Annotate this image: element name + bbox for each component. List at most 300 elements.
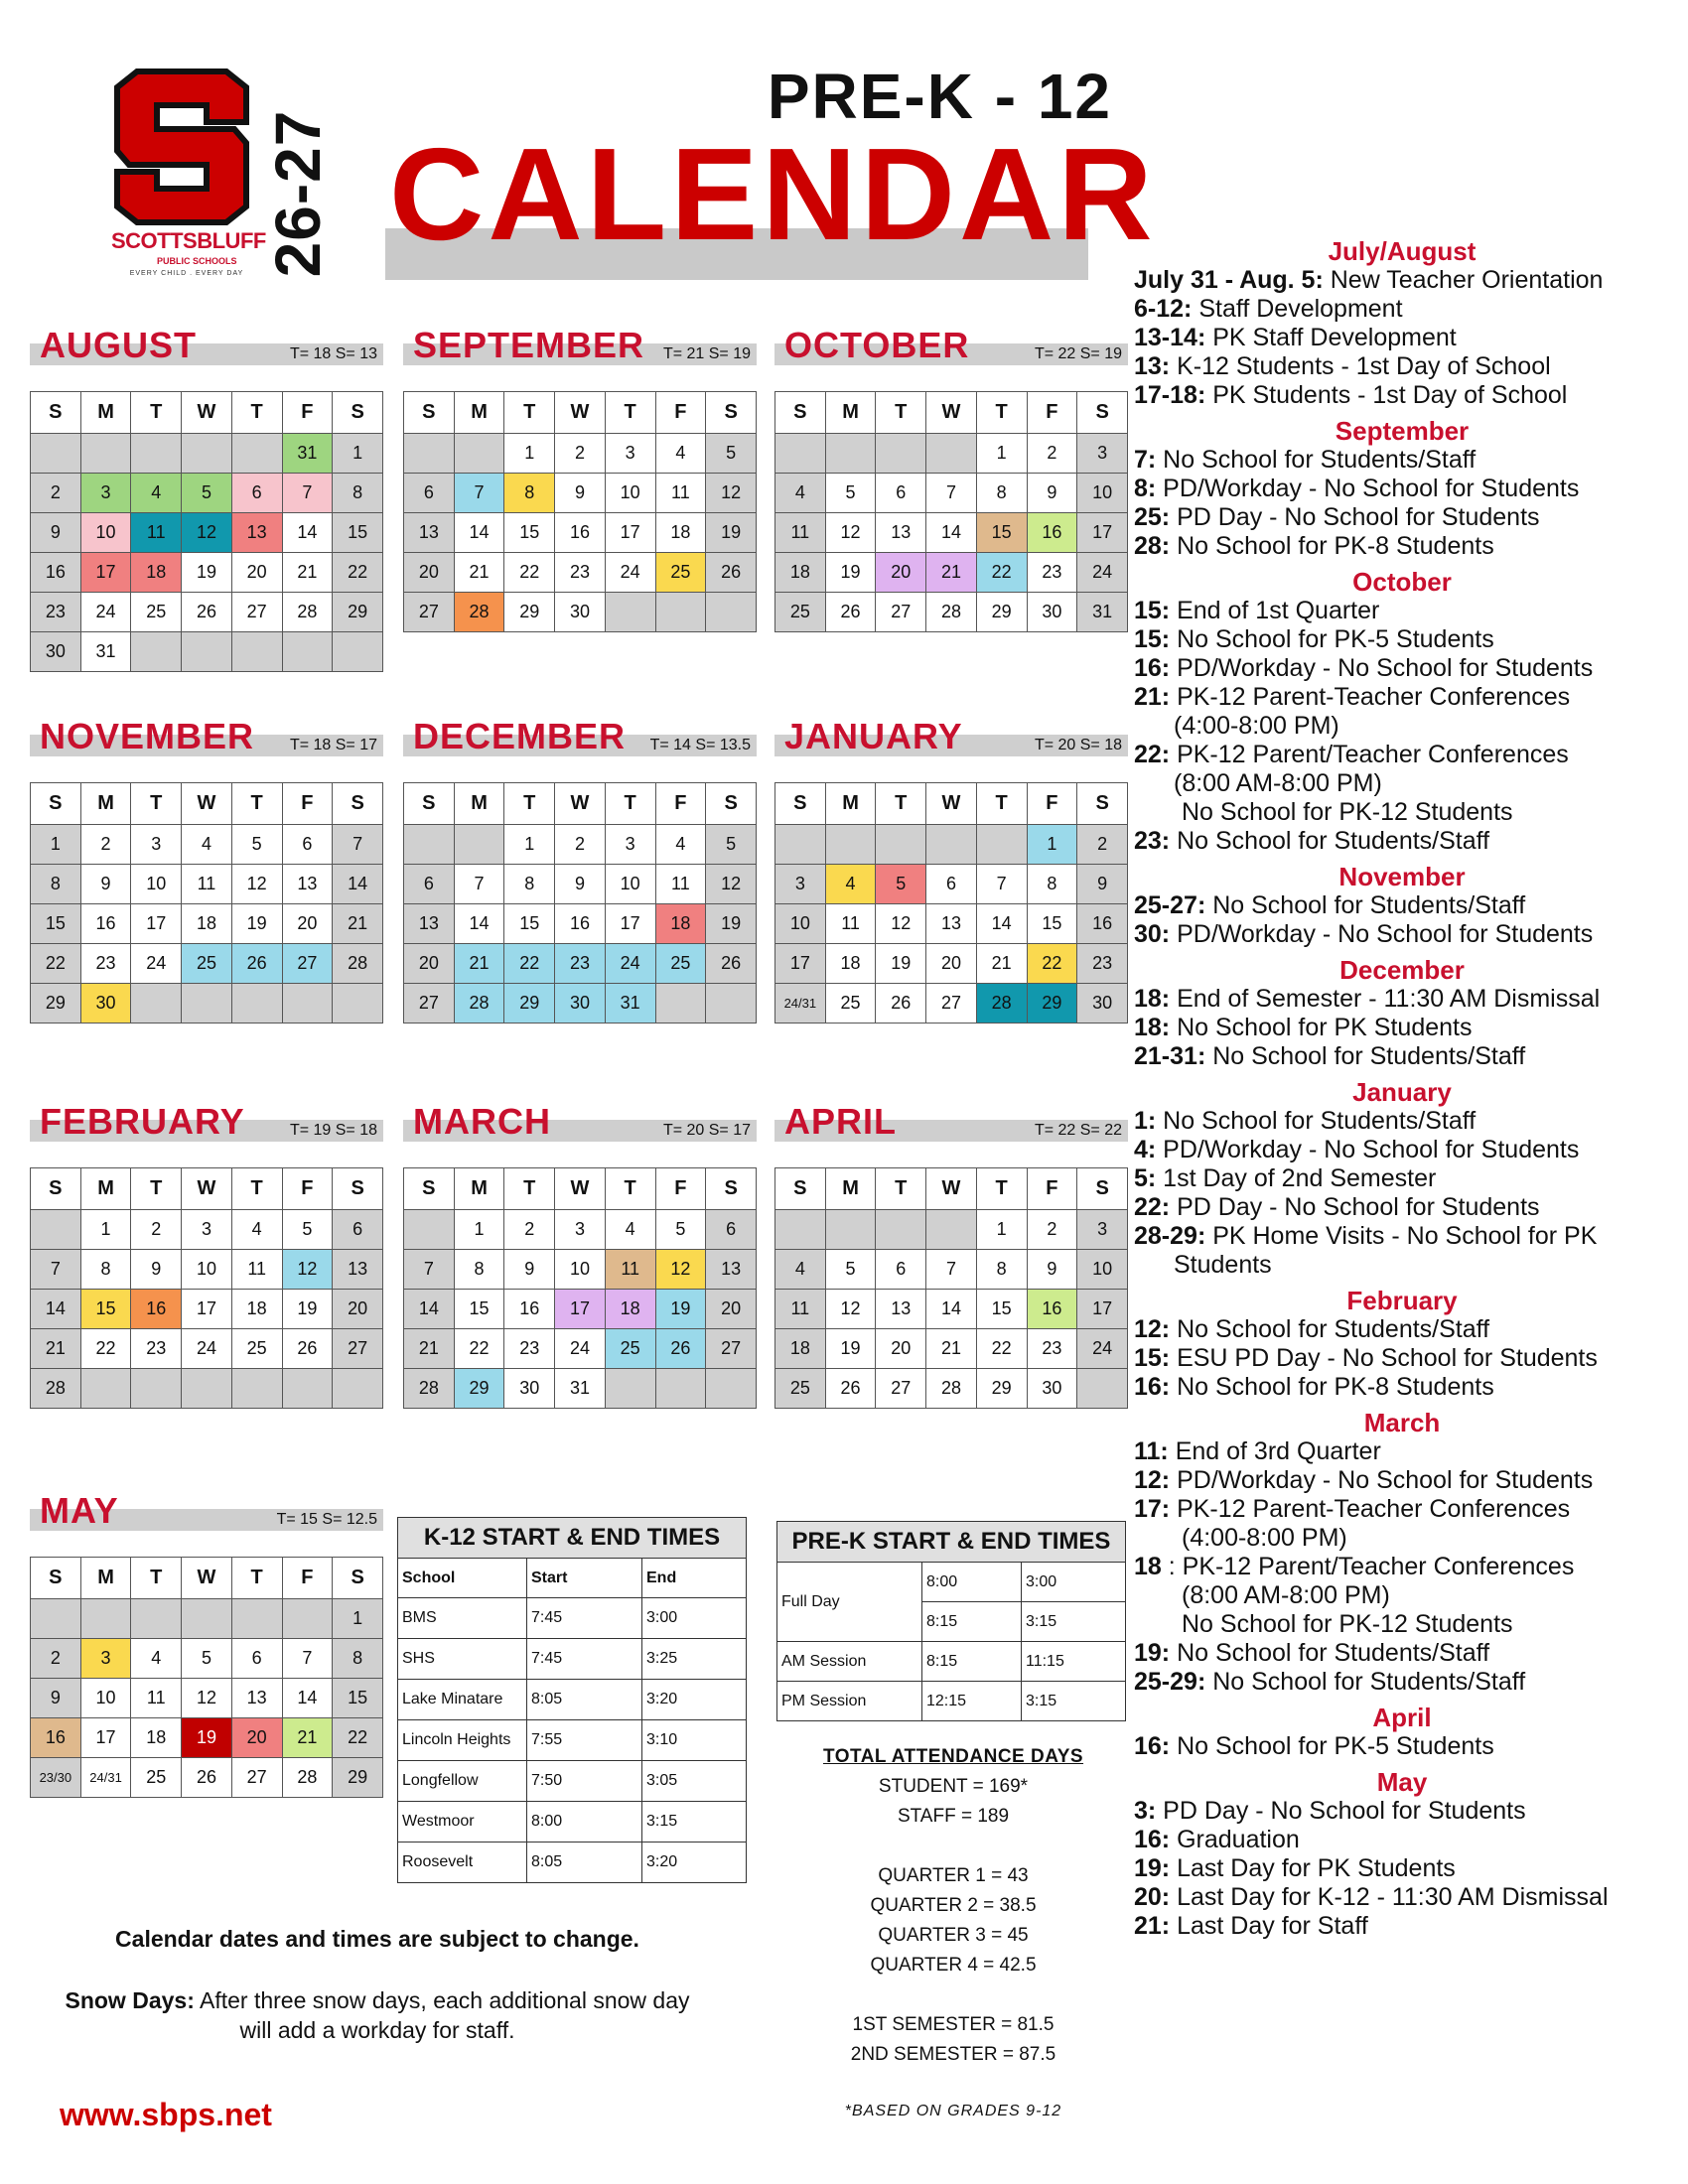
day-cell: 21 [31, 1329, 81, 1369]
day-cell [182, 1369, 232, 1409]
month-header [30, 717, 383, 758]
day-cell: 13 [876, 513, 926, 553]
event-item [1134, 1495, 1670, 1524]
day-cell: 27 [926, 984, 977, 1024]
day-cell: 7 [926, 474, 977, 513]
k12-school-row [398, 1639, 747, 1680]
event-text: 1st Day of 2nd Semester [1156, 1164, 1437, 1192]
day-cell: 4 [131, 1639, 182, 1679]
week-row [31, 434, 383, 474]
event-date: 20: [1134, 1883, 1171, 1911]
event-text: No School for PK Students [1170, 1014, 1473, 1041]
day-cell: 26 [706, 553, 757, 593]
day-cell: 15 [1027, 904, 1077, 944]
day-cell: 8 [333, 1639, 383, 1679]
day-cell: 6 [926, 865, 977, 904]
day-cell: 28 [333, 944, 383, 984]
event-item [1134, 1164, 1670, 1193]
end-time: 3:15 [642, 1802, 747, 1843]
day-cell: 28 [404, 1369, 455, 1409]
website-link[interactable]: www.sbps.net [60, 2097, 272, 2132]
day-cell: 22 [333, 553, 383, 593]
weekday-header: T [976, 1168, 1027, 1210]
day-cell: 29 [1027, 984, 1077, 1024]
day-cell: 3 [131, 825, 182, 865]
week-row [31, 944, 383, 984]
day-cell: 13 [706, 1250, 757, 1290]
day-cell: 22 [504, 944, 555, 984]
day-cell [182, 1599, 232, 1639]
start-time: 7:45 [527, 1639, 642, 1680]
day-cell: 13 [404, 904, 455, 944]
weekday-header: W [926, 783, 977, 825]
day-cell: 12 [655, 1250, 706, 1290]
prek-pm-label: PM Session [777, 1682, 922, 1721]
day-cell: 28 [976, 984, 1027, 1024]
day-cell: 12 [282, 1250, 333, 1290]
day-cell: 31 [555, 1369, 606, 1409]
month-day-counts: T= 18 S= 17 [289, 737, 377, 753]
day-cell: 24 [555, 1329, 606, 1369]
prek-times-title: PRE-K START & END TIMES [777, 1522, 1126, 1563]
event-item [1134, 683, 1670, 712]
month-name: DECEMBER [413, 716, 627, 756]
day-cell: 15 [31, 904, 81, 944]
event-month-heading: January [1352, 1077, 1452, 1107]
day-cell: 3 [605, 434, 655, 474]
event-item [1134, 597, 1670, 625]
month-january [774, 717, 1128, 1024]
day-cell: 4 [605, 1210, 655, 1250]
month-day-counts: T= 14 S= 13.5 [649, 737, 751, 753]
attendance-q4: QUARTER 4 = 42.5 [870, 1955, 1037, 1976]
event-item [1134, 1553, 1670, 1581]
day-cell: 3 [1077, 1210, 1128, 1250]
day-cell [80, 1599, 131, 1639]
day-cell: 30 [504, 1369, 555, 1409]
week-row [775, 593, 1128, 632]
day-cell [655, 593, 706, 632]
day-cell: 10 [775, 904, 826, 944]
week-row [31, 1639, 383, 1679]
day-cell: 14 [282, 1679, 333, 1718]
day-cell: 24 [1077, 1329, 1128, 1369]
weekday-header: F [655, 1168, 706, 1210]
month-day-counts: T= 18 S= 13 [289, 345, 377, 362]
day-cell: 27 [706, 1329, 757, 1369]
day-cell [454, 434, 504, 474]
event-date: 22: [1134, 741, 1171, 768]
day-cell: 9 [1077, 865, 1128, 904]
day-cell: 23 [555, 944, 606, 984]
day-cell: 14 [926, 1290, 977, 1329]
end-time: 3:00 [642, 1598, 747, 1639]
day-cell: 6 [404, 865, 455, 904]
start-time: 8:00 [527, 1802, 642, 1843]
event-date: 15: [1134, 597, 1171, 624]
day-cell: 31 [605, 984, 655, 1024]
start-time: 8:05 [527, 1680, 642, 1720]
event-text: No School for PK-8 Students [1170, 1373, 1494, 1401]
day-cell: 3 [182, 1210, 232, 1250]
month-day-counts: T= 20 S= 17 [662, 1122, 751, 1139]
event-text: No School for Students/Staff [1170, 1639, 1490, 1667]
event-item [1134, 532, 1670, 561]
day-cell: 10 [605, 474, 655, 513]
attendance-title: TOTAL ATTENDANCE DAYS [822, 1746, 1084, 1767]
weekday-header: F [1027, 783, 1077, 825]
event-text: End of 1st Quarter [1170, 597, 1380, 624]
school-name: BMS [398, 1598, 527, 1639]
weekday-header: T [131, 783, 182, 825]
day-cell: 5 [706, 825, 757, 865]
day-cell: 25 [131, 1758, 182, 1798]
day-cell: 13 [926, 904, 977, 944]
end-time: 3:05 [642, 1761, 747, 1802]
day-cell: 21 [333, 904, 383, 944]
event-item [1134, 1826, 1670, 1854]
day-cell: 23 [131, 1329, 182, 1369]
day-cell: 28 [31, 1369, 81, 1409]
event-date: 22: [1134, 1193, 1171, 1221]
day-cell: 24 [182, 1329, 232, 1369]
attendance-q2: QUARTER 2 = 38.5 [870, 1895, 1037, 1916]
day-cell: 25 [655, 944, 706, 984]
week-row [404, 434, 757, 474]
month-may [30, 1491, 383, 1798]
weekday-header: S [775, 1168, 826, 1210]
district-logo [107, 68, 266, 286]
week-row [775, 904, 1128, 944]
day-cell: 8 [976, 1250, 1027, 1290]
day-cell: 26 [182, 593, 232, 632]
event-item [1134, 1014, 1670, 1042]
weekday-header: T [976, 783, 1027, 825]
month-day-counts: T= 22 S= 22 [1034, 1122, 1122, 1139]
day-cell: 8 [504, 474, 555, 513]
k12-school-row [398, 1761, 747, 1802]
day-cell: 30 [1027, 593, 1077, 632]
event-text: PD/Workday - No School for Students [1156, 475, 1580, 502]
week-row [775, 1290, 1128, 1329]
prek-pm-start: 12:15 [922, 1682, 1022, 1721]
weekday-header: M [454, 392, 504, 434]
event-date: 5: [1134, 1164, 1157, 1192]
attendance-student: STUDENT = 169* [878, 1776, 1029, 1797]
month-header [774, 1102, 1128, 1144]
day-cell: 16 [31, 553, 81, 593]
month-grid [774, 391, 1128, 632]
week-row [31, 1250, 383, 1290]
event-month-heading: May [1376, 1767, 1428, 1797]
day-cell: 16 [1077, 904, 1128, 944]
day-cell: 20 [282, 904, 333, 944]
month-day-counts: T= 19 S= 18 [289, 1122, 377, 1139]
day-cell: 12 [706, 474, 757, 513]
k12-school-row [398, 1598, 747, 1639]
day-cell [926, 825, 977, 865]
event-date: 16: [1134, 1826, 1171, 1853]
weekday-header: S [404, 783, 455, 825]
day-cell: 1 [1027, 825, 1077, 865]
day-cell: 5 [825, 474, 876, 513]
day-cell: 23 [1077, 944, 1128, 984]
k12-school-row [398, 1720, 747, 1761]
weekday-header: M [80, 392, 131, 434]
prek-full-start-1: 8:00 [922, 1563, 1022, 1602]
weekday-header: S [333, 783, 383, 825]
events-list [1134, 236, 1670, 1941]
day-cell: 11 [655, 865, 706, 904]
day-cell: 9 [131, 1250, 182, 1290]
event-item [1134, 503, 1670, 532]
day-cell: 9 [555, 474, 606, 513]
day-cell: 30 [80, 984, 131, 1024]
day-cell: 23 [555, 553, 606, 593]
prek-am-label: AM Session [777, 1642, 922, 1682]
day-cell: 4 [655, 825, 706, 865]
day-cell: 18 [655, 904, 706, 944]
event-text: ESU PD Day - No School for Students [1170, 1344, 1598, 1372]
day-cell: 26 [825, 1369, 876, 1409]
month-grid [30, 1557, 383, 1798]
day-cell: 3 [775, 865, 826, 904]
day-cell [282, 1599, 333, 1639]
week-row [404, 1369, 757, 1409]
event-text: Last Day for K-12 - 11:30 AM Dismissal [1170, 1883, 1609, 1911]
day-cell: 25 [182, 944, 232, 984]
day-cell: 15 [333, 1679, 383, 1718]
day-cell: 5 [706, 434, 757, 474]
day-cell [333, 632, 383, 672]
event-month-heading: July/August [1328, 236, 1477, 266]
weekday-header: S [31, 1558, 81, 1599]
event-item [1134, 1437, 1670, 1466]
day-cell [231, 434, 282, 474]
day-cell: 21 [282, 1718, 333, 1758]
day-cell: 26 [182, 1758, 232, 1798]
day-cell: 10 [182, 1250, 232, 1290]
event-text: No School for PK-5 Students [1170, 1732, 1494, 1760]
event-date: 15: [1134, 625, 1171, 653]
day-cell: 1 [504, 825, 555, 865]
day-cell: 16 [131, 1290, 182, 1329]
day-cell: 8 [31, 865, 81, 904]
week-row [404, 474, 757, 513]
day-cell: 14 [31, 1290, 81, 1329]
week-row [31, 825, 383, 865]
weekday-header: T [231, 1558, 282, 1599]
day-cell: 11 [605, 1250, 655, 1290]
day-cell: 12 [876, 904, 926, 944]
event-date: 16: [1134, 1373, 1171, 1401]
day-cell: 23 [80, 944, 131, 984]
day-cell: 7 [282, 474, 333, 513]
day-cell [926, 1210, 977, 1250]
weekday-header: T [876, 1168, 926, 1210]
k12-times-table [397, 1517, 747, 1883]
k12-school-row [398, 1680, 747, 1720]
day-cell: 31 [80, 632, 131, 672]
k12-header-school: School [398, 1559, 527, 1598]
month-header [403, 717, 757, 758]
week-row [404, 593, 757, 632]
event-continuation: (8:00 AM-8:00 PM) [1182, 1581, 1390, 1609]
day-cell: 11 [775, 1290, 826, 1329]
day-cell: 22 [333, 1718, 383, 1758]
day-cell: 20 [706, 1290, 757, 1329]
day-cell: 10 [1077, 474, 1128, 513]
event-text: No School for Students/Staff [1205, 1668, 1526, 1696]
weekday-header: M [80, 1168, 131, 1210]
day-cell: 3 [80, 1639, 131, 1679]
day-cell: 24/31 [775, 984, 826, 1024]
day-cell: 11 [825, 904, 876, 944]
week-row [31, 1210, 383, 1250]
day-cell: 24 [605, 553, 655, 593]
day-cell: 14 [404, 1290, 455, 1329]
week-row [31, 553, 383, 593]
week-row [31, 1599, 383, 1639]
day-cell: 27 [404, 593, 455, 632]
weekday-header: S [1077, 392, 1128, 434]
week-row [404, 984, 757, 1024]
month-name: OCTOBER [784, 325, 970, 365]
day-cell: 6 [706, 1210, 757, 1250]
day-cell: 14 [454, 904, 504, 944]
weekday-header: W [182, 1558, 232, 1599]
day-cell: 8 [80, 1250, 131, 1290]
event-date: 23: [1134, 827, 1171, 855]
day-cell: 19 [231, 904, 282, 944]
event-item [1134, 1797, 1670, 1826]
week-row [404, 1290, 757, 1329]
day-cell: 1 [31, 825, 81, 865]
event-date: 12: [1134, 1315, 1171, 1343]
month-grid [30, 1167, 383, 1409]
event-item [1134, 1854, 1670, 1883]
week-row [31, 865, 383, 904]
attendance-staff: STAFF = 189 [897, 1806, 1010, 1827]
event-item [1134, 324, 1670, 352]
month-name: MAY [40, 1490, 119, 1531]
day-cell: 17 [1077, 1290, 1128, 1329]
prek-full-start-2: 8:15 [922, 1602, 1022, 1642]
day-cell: 27 [282, 944, 333, 984]
day-cell: 22 [976, 553, 1027, 593]
day-cell: 17 [605, 904, 655, 944]
event-text: : PK-12 Parent/Teacher Conferences [1161, 1553, 1575, 1580]
day-cell [231, 1369, 282, 1409]
day-cell: 2 [80, 825, 131, 865]
day-cell: 24/31 [80, 1758, 131, 1798]
day-cell: 13 [404, 513, 455, 553]
day-cell: 7 [454, 865, 504, 904]
start-time: 7:45 [527, 1598, 642, 1639]
snow-days-text: After three snow days, each additional snow day will add a workday for staff. [199, 1987, 690, 2043]
weekday-header: S [333, 392, 383, 434]
weekday-header: W [926, 1168, 977, 1210]
day-cell: 10 [555, 1250, 606, 1290]
day-cell: 11 [775, 513, 826, 553]
event-text: PD Day - No School for Students [1170, 1193, 1540, 1221]
s-letter-icon [107, 68, 256, 226]
day-cell: 14 [333, 865, 383, 904]
event-item [1134, 295, 1670, 324]
event-date: 18 [1134, 1553, 1162, 1580]
day-cell: 28 [926, 593, 977, 632]
day-cell: 2 [31, 1639, 81, 1679]
event-date: 21: [1134, 683, 1171, 711]
day-cell: 4 [825, 865, 876, 904]
event-text: PD/Workday - No School for Students [1170, 1466, 1594, 1494]
weekday-header: S [1077, 1168, 1128, 1210]
day-cell: 25 [131, 593, 182, 632]
day-cell: 29 [504, 593, 555, 632]
event-text: K-12 Students - 1st Day of School [1170, 352, 1551, 380]
week-row [404, 865, 757, 904]
day-cell: 12 [825, 513, 876, 553]
day-cell: 21 [404, 1329, 455, 1369]
event-text: Graduation [1170, 1826, 1300, 1853]
day-cell: 10 [605, 865, 655, 904]
event-date: 3: [1134, 1797, 1157, 1825]
weekday-header: S [706, 1168, 757, 1210]
prek-pm-end: 3:15 [1022, 1682, 1126, 1721]
event-item [1134, 985, 1670, 1014]
event-continuation: No School for PK-12 Students [1182, 1610, 1513, 1638]
day-cell: 23/30 [31, 1758, 81, 1798]
day-cell: 9 [504, 1250, 555, 1290]
event-text: No School for Students/Staff [1170, 1315, 1490, 1343]
day-cell: 26 [825, 593, 876, 632]
day-cell: 22 [454, 1329, 504, 1369]
event-date: 19: [1134, 1639, 1171, 1667]
event-month-heading: October [1352, 567, 1452, 597]
event-item [1134, 1042, 1670, 1071]
weekday-header: F [655, 392, 706, 434]
day-cell: 4 [231, 1210, 282, 1250]
event-date: 28-29: [1134, 1222, 1206, 1250]
event-item [1134, 381, 1670, 410]
day-cell: 1 [504, 434, 555, 474]
day-cell: 5 [231, 825, 282, 865]
day-cell [454, 825, 504, 865]
day-cell: 17 [131, 904, 182, 944]
week-row [31, 984, 383, 1024]
day-cell [655, 984, 706, 1024]
day-cell: 27 [876, 1369, 926, 1409]
day-cell: 5 [282, 1210, 333, 1250]
day-cell: 7 [454, 474, 504, 513]
day-cell: 25 [655, 553, 706, 593]
day-cell: 27 [231, 1758, 282, 1798]
day-cell: 6 [876, 1250, 926, 1290]
day-cell: 1 [976, 434, 1027, 474]
day-cell: 11 [655, 474, 706, 513]
week-row [31, 474, 383, 513]
day-cell: 19 [706, 513, 757, 553]
event-text: No School for Students/Staff [1205, 1042, 1526, 1070]
event-item [1134, 891, 1670, 920]
weekday-header: S [333, 1558, 383, 1599]
week-row [31, 1329, 383, 1369]
day-cell: 21 [454, 553, 504, 593]
day-cell: 20 [404, 944, 455, 984]
day-cell: 8 [504, 865, 555, 904]
day-cell: 18 [825, 944, 876, 984]
end-time: 3:25 [642, 1639, 747, 1680]
